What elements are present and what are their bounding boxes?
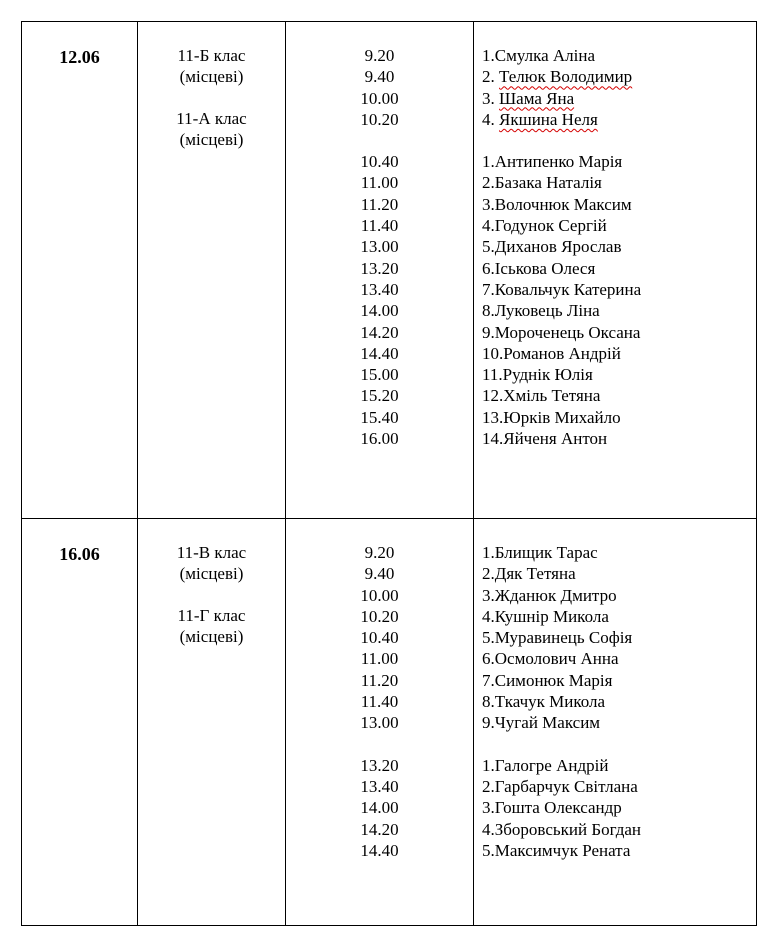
time-slot: 10.40 [360, 628, 399, 648]
student-number: 1. [482, 46, 495, 65]
time-slot: 10.00 [360, 88, 399, 108]
class-label-line: 11-Б клас [177, 46, 246, 65]
names-group [482, 45, 756, 130]
student-number: 3. [482, 88, 499, 108]
day-row [22, 519, 757, 926]
student-name: Волочнюк Максим [494, 194, 632, 214]
time-slot: 15.00 [360, 365, 399, 385]
times-group [286, 755, 473, 861]
student-entry [482, 691, 756, 712]
time-slot: 9.40 [364, 67, 395, 87]
student-entry [482, 563, 756, 584]
time-slot: 10.20 [360, 606, 399, 626]
time-slot: 14.40 [360, 840, 399, 860]
student-name: Зборовський Богдан [494, 819, 642, 839]
student-number: 11. [482, 365, 503, 385]
names-cell [474, 519, 757, 926]
student-name: Юрків Михайло [503, 407, 621, 427]
student-name: Антипенко Марія [494, 152, 623, 172]
student-entry [482, 300, 756, 321]
student-entry [482, 712, 756, 733]
time-slot: 11.20 [360, 670, 399, 690]
student-entry [482, 627, 756, 648]
class-group [138, 605, 285, 647]
date-cell: 12.06 [22, 22, 138, 519]
time-slot: 14.20 [360, 322, 399, 342]
time-slot: 15.40 [360, 407, 399, 427]
time-slot: 10.40 [360, 152, 399, 172]
class-label-line: (місцеві) [179, 627, 244, 646]
time-slot: 9.20 [364, 543, 395, 562]
student-name: Ковальчук Катерина [494, 279, 642, 299]
student-name: Телюк Володимир [499, 67, 633, 87]
times-group [286, 151, 473, 449]
student-name: Чугай Максим [494, 713, 601, 733]
student-name: Галогре Андрій [494, 755, 609, 775]
student-number: 5. [482, 840, 495, 860]
student-entry [482, 215, 756, 236]
student-number: 12. [482, 386, 504, 406]
time-slot: 13.20 [360, 258, 399, 278]
time-slot: 13.00 [360, 713, 399, 733]
class-label-line: 11-В клас [176, 543, 247, 562]
names-group [482, 542, 756, 734]
student-name: Жданюк Дмитро [494, 585, 617, 605]
time-slot: 14.20 [360, 819, 399, 839]
student-name: Гошта Олександр [494, 798, 622, 818]
times-group [286, 45, 473, 130]
student-number: 9. [482, 322, 495, 342]
student-name: Симонюк Марія [494, 670, 613, 690]
student-name: Базака Наталія [494, 173, 602, 193]
student-entry [482, 109, 756, 130]
student-entry [482, 606, 756, 627]
student-entry [482, 542, 756, 563]
class-label-line: 11-Г клас [177, 606, 246, 625]
student-number: 4. [482, 819, 495, 839]
time-slot: 9.20 [364, 46, 395, 65]
student-name: Максимчук Рената [494, 840, 631, 860]
student-entry [482, 385, 756, 406]
time-slot: 13.20 [360, 755, 399, 775]
names-group [482, 755, 756, 861]
day-row [22, 22, 757, 519]
student-number: 8. [482, 301, 495, 321]
student-name: Мороченець Оксана [494, 322, 641, 342]
student-entry [482, 585, 756, 606]
time-slot: 14.00 [360, 798, 399, 818]
student-name: Хміль Тетяна [503, 386, 601, 406]
student-number: 4. [482, 109, 499, 129]
times-cell [286, 519, 474, 926]
class-group [138, 45, 285, 87]
time-slot: 13.40 [360, 279, 399, 299]
time-slot: 15.20 [360, 386, 399, 406]
student-name: Якшина Неля [499, 109, 598, 129]
student-number: 2. [482, 776, 495, 796]
class-group [138, 108, 285, 150]
time-slot: 11.00 [360, 173, 399, 193]
student-number: 3. [482, 798, 495, 818]
student-entry [482, 172, 756, 193]
time-slot: 13.40 [360, 776, 399, 796]
student-number: 9. [482, 713, 495, 733]
times-group [286, 542, 473, 734]
schedule-table [21, 21, 757, 926]
student-number: 5. [482, 237, 495, 257]
names-cell [474, 22, 757, 519]
class-label-line: (місцеві) [179, 130, 244, 149]
student-name: Іськова Олеся [494, 258, 596, 278]
student-entry [482, 343, 756, 364]
time-slot: 11.00 [360, 649, 399, 669]
student-number: 13. [482, 407, 504, 427]
student-number: 7. [482, 279, 495, 299]
student-entry [482, 819, 756, 840]
time-slot: 9.40 [364, 564, 395, 584]
student-name: Муравинець Софія [494, 628, 633, 648]
student-name: Блищик Тарас [494, 543, 598, 562]
time-slot: 10.00 [360, 585, 399, 605]
class-cell [138, 22, 286, 519]
student-entry [482, 151, 756, 172]
student-number: 2. [482, 173, 495, 193]
student-entry [482, 648, 756, 669]
student-number: 1. [482, 152, 495, 172]
student-number: 4. [482, 216, 495, 236]
student-number: 2. [482, 67, 499, 87]
date-cell: 16.06 [22, 519, 138, 926]
class-label-line: 11-А клас [176, 109, 247, 128]
student-entry [482, 364, 756, 385]
student-number: 3. [482, 194, 495, 214]
time-slot: 14.40 [360, 343, 399, 363]
student-number: 8. [482, 692, 495, 712]
student-entry [482, 840, 756, 861]
student-name: Диханов Ярослав [494, 237, 622, 257]
student-entry [482, 66, 756, 87]
class-label-line: (місцеві) [179, 564, 244, 583]
student-entry [482, 45, 756, 66]
names-group [482, 151, 756, 449]
class-label-line: (місцеві) [179, 67, 244, 86]
student-number: 2. [482, 564, 495, 584]
student-entry [482, 194, 756, 215]
student-name: Дяк Тетяна [494, 564, 576, 584]
student-number: 7. [482, 670, 495, 690]
student-entry [482, 797, 756, 818]
student-name: Ткачук Микола [494, 692, 606, 712]
student-name: Руднік Юлія [502, 365, 593, 385]
student-name: Гарбарчук Світлана [494, 776, 638, 796]
student-name: Яйченя Антон [503, 429, 608, 449]
student-name: Романов Андрій [503, 343, 621, 363]
student-name: Годунок Сергій [494, 216, 607, 236]
student-name: Осмолович Анна [494, 649, 619, 669]
student-entry [482, 322, 756, 343]
student-number: 1. [482, 755, 495, 775]
student-entry [482, 755, 756, 776]
time-slot: 14.00 [360, 301, 399, 321]
student-name: Шама Яна [499, 88, 575, 108]
student-number: 10. [482, 343, 504, 363]
schedule-body [22, 22, 757, 926]
student-name: Кушнір Микола [494, 606, 609, 626]
student-entry [482, 236, 756, 257]
student-entry [482, 428, 756, 449]
time-slot: 16.00 [360, 429, 399, 449]
time-slot: 11.20 [360, 194, 399, 214]
student-entry [482, 776, 756, 797]
student-name: Смулка Аліна [494, 46, 596, 65]
time-slot: 13.00 [360, 237, 399, 257]
student-entry [482, 670, 756, 691]
student-number: 1. [482, 543, 495, 562]
student-entry [482, 258, 756, 279]
student-name: Луковець Ліна [494, 301, 600, 321]
student-entry [482, 279, 756, 300]
time-slot: 11.40 [360, 216, 399, 236]
time-slot: 11.40 [360, 692, 399, 712]
time-slot: 10.20 [360, 109, 399, 129]
class-group [138, 542, 285, 584]
student-number: 6. [482, 258, 495, 278]
student-number: 6. [482, 649, 495, 669]
student-number: 14. [482, 429, 504, 449]
student-entry [482, 407, 756, 428]
student-entry [482, 88, 756, 109]
student-number: 3. [482, 585, 495, 605]
class-cell [138, 519, 286, 926]
student-number: 4. [482, 606, 495, 626]
student-number: 5. [482, 628, 495, 648]
times-cell [286, 22, 474, 519]
